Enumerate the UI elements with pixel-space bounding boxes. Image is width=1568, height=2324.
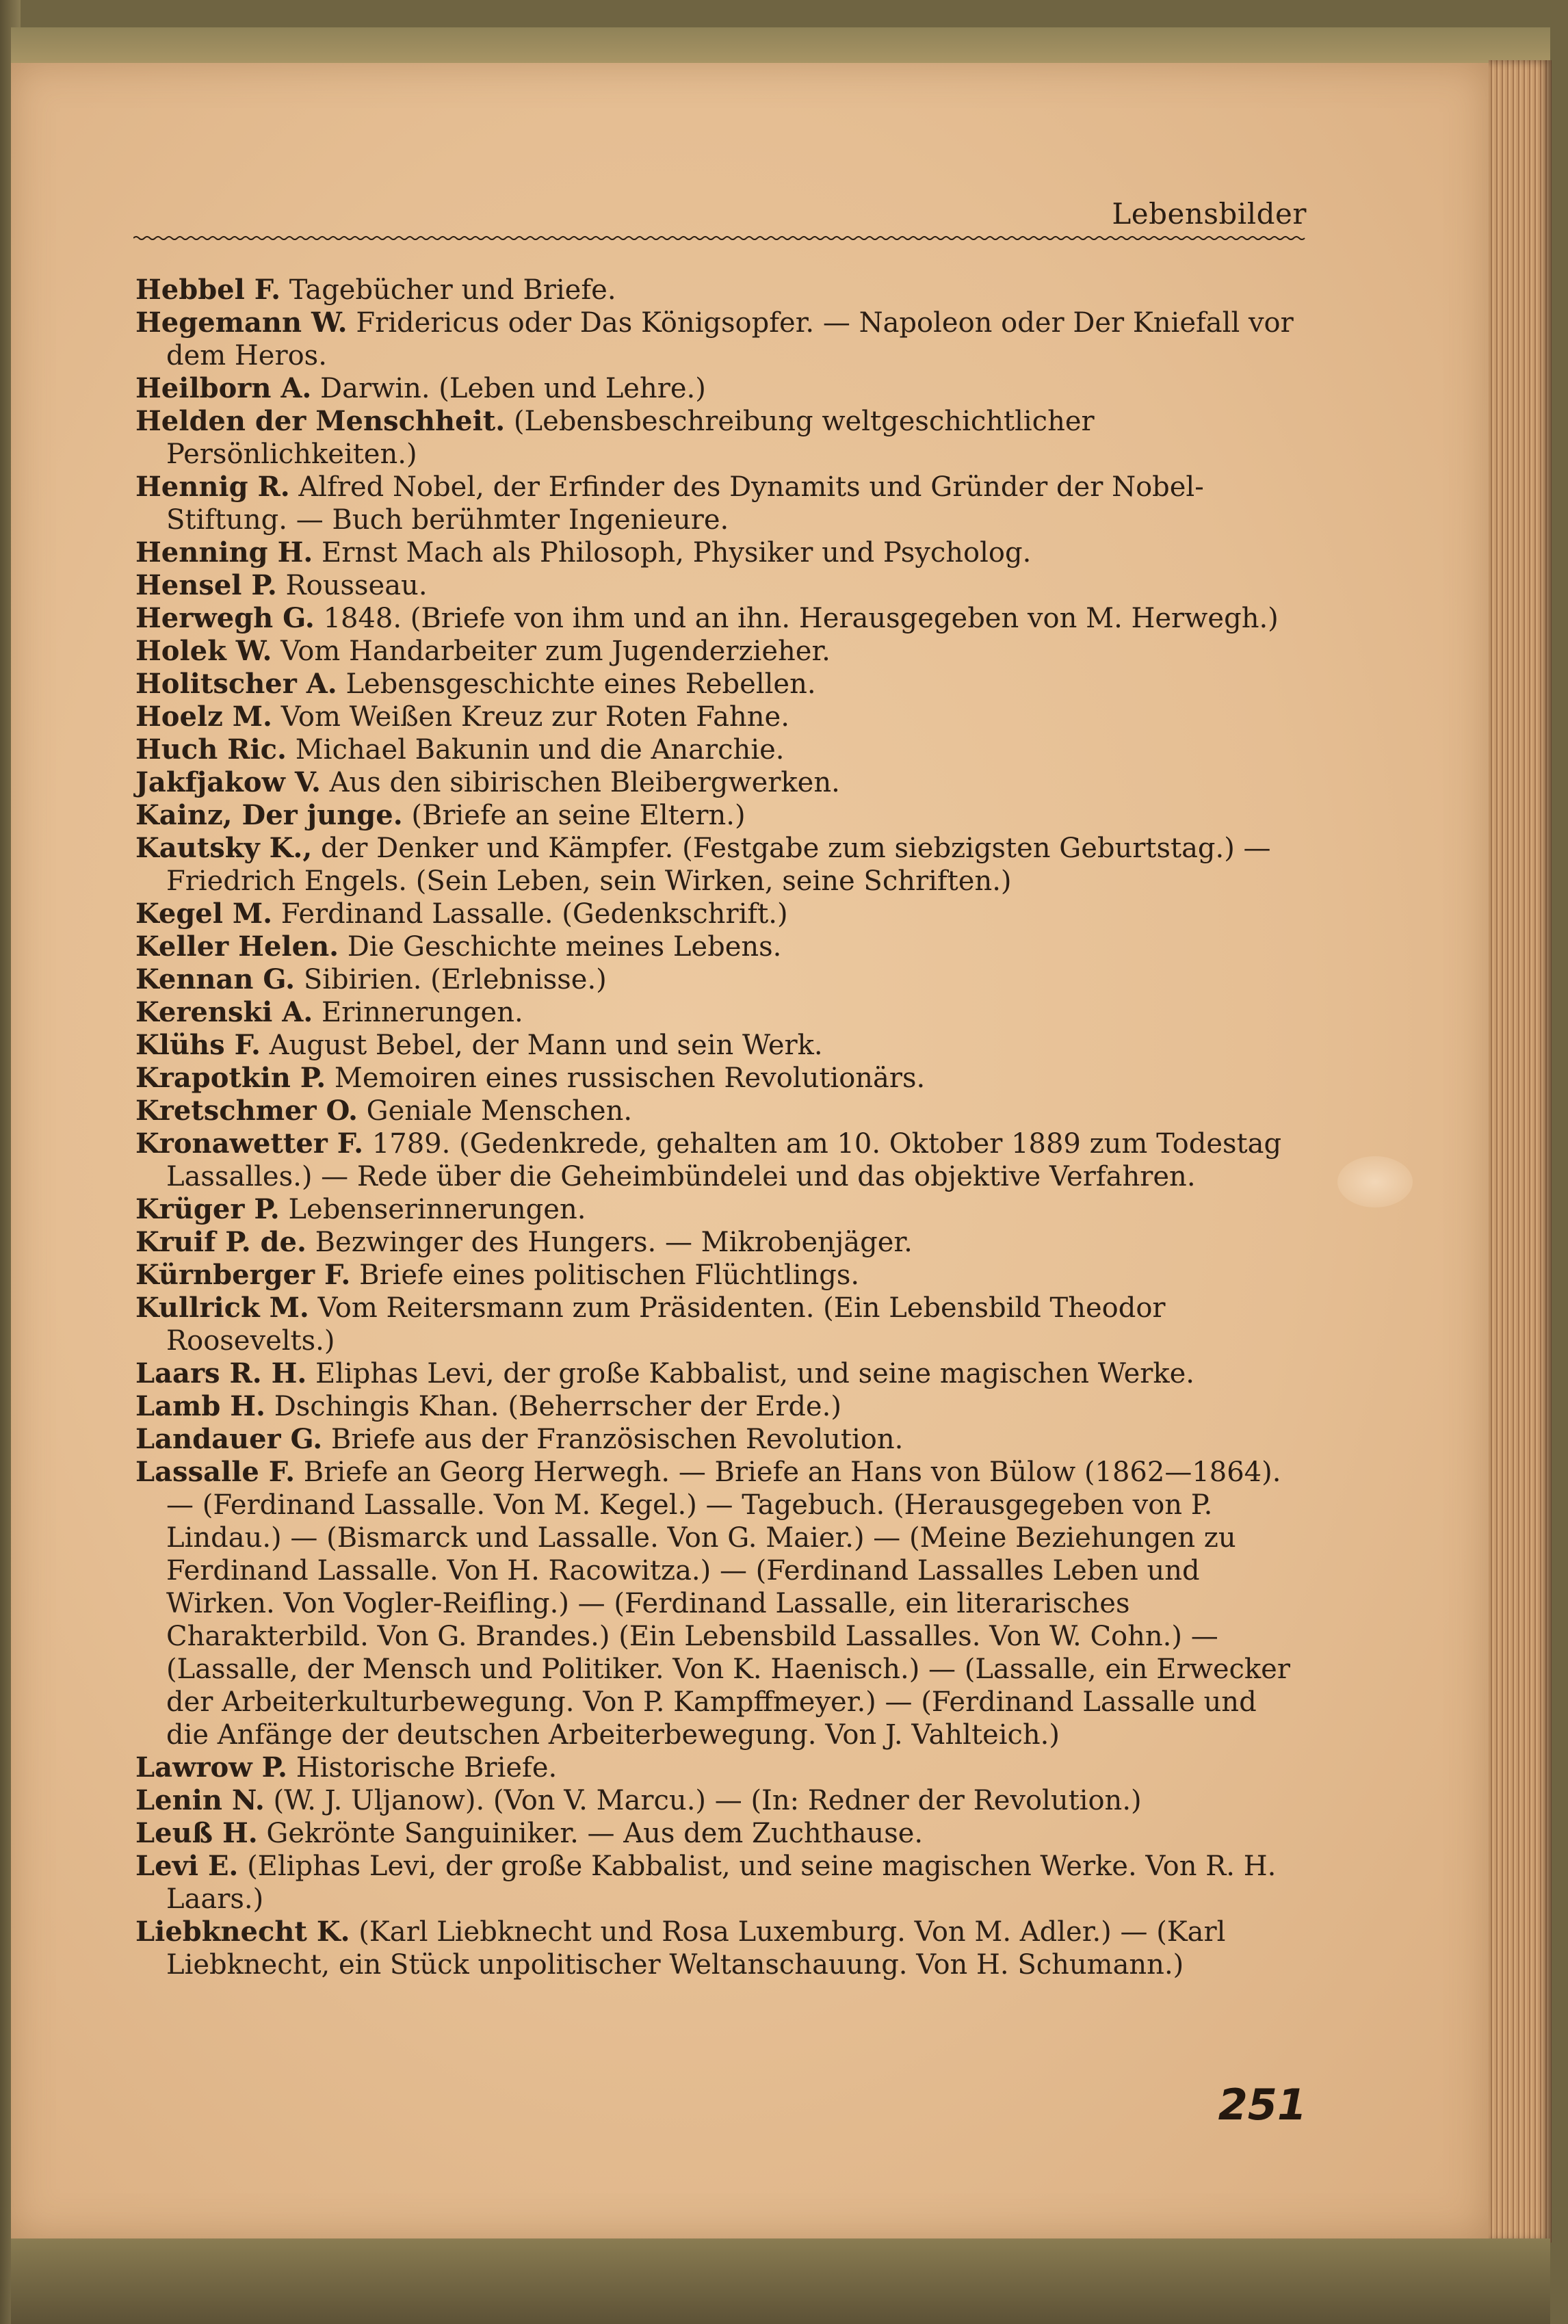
entry-author: Laars R. H.: [135, 1357, 307, 1389]
bibliography-entry: [135, 766, 1305, 799]
entry-titles: Lebensgeschichte eines Rebellen.: [345, 668, 816, 700]
entry-titles: Vom Reitersmann zum Präsidenten. (Ein Lebensbild Theodor Roosevelts.): [166, 1292, 1166, 1357]
entry-titles: Aus den sibirischen Bleibergwerken.: [329, 767, 840, 798]
entry-author: Holek W.: [135, 635, 272, 667]
bibliography-list: [135, 274, 1305, 1981]
entry-author: Kretschmer O.: [135, 1095, 358, 1127]
entry-author: Hebbel F.: [135, 274, 281, 306]
entry-titles: Fridericus oder Das Königsopfer. — Napoleon oder Der Kniefall vor dem Heros.: [166, 307, 1294, 371]
bibliography-entry: [135, 898, 1305, 930]
entry-titles: Ernst Mach als Philosoph, Physiker und Psycholog.: [322, 537, 1032, 569]
bibliography-entry: [135, 1193, 1305, 1226]
entry-author: Keller Helen.: [135, 930, 339, 963]
entry-titles: Sibirien. (Erlebnisse.): [303, 964, 607, 995]
bibliography-entry: [135, 1390, 1305, 1423]
bibliography-entry: [135, 996, 1305, 1029]
header-rule: [133, 235, 1307, 241]
bibliography-entry: [135, 1127, 1305, 1193]
entry-author: Helden der Menschheit.: [135, 405, 506, 437]
entry-author: Kennan G.: [135, 963, 296, 995]
entry-titles: Briefe eines politischen Flüchtlings.: [359, 1259, 860, 1291]
bibliography-entry: [135, 1029, 1305, 1062]
bibliography-entry: [135, 635, 1305, 668]
entry-author: Hennig R.: [135, 471, 290, 503]
bibliography-entry: [135, 569, 1305, 602]
bibliography-entry: [135, 733, 1305, 766]
entry-author: Krüger P.: [135, 1193, 280, 1225]
entry-titles: 1789. (Gedenkrede, gehalten am 10. Oktober 1889 zum Todestag Lassalles.) — Rede über die Geheimbündelei und das objektive Verfahren.: [166, 1128, 1282, 1192]
entry-author: Hensel P.: [135, 569, 277, 601]
entry-titles: Lebenserinnerungen.: [288, 1194, 586, 1225]
entry-titles: Dschingis Khan. (Beherrscher der Erde.): [274, 1391, 841, 1422]
entry-titles: Eliphas Levi, der große Kabbalist, und seine magischen Werke.: [315, 1358, 1195, 1389]
entry-titles: Darwin. (Leben und Lehre.): [320, 373, 706, 404]
entry-author: Kullrick M.: [135, 1292, 309, 1324]
book-binding-bottom: [11, 2238, 1550, 2324]
entry-titles: Die Geschichte meines Lebens.: [347, 931, 782, 963]
entry-author: Leuß H.: [135, 1817, 258, 1849]
bibliography-entry: [135, 963, 1305, 996]
entry-titles: Erinnerungen.: [321, 997, 523, 1028]
entry-author: Lenin N.: [135, 1784, 265, 1816]
bibliography-entry: [135, 471, 1305, 536]
bibliography-entry: [135, 1850, 1305, 1916]
entry-titles: (Eliphas Levi, der große Kabbalist, und seine magischen Werke. Von R. H. Laars.): [166, 1851, 1277, 1915]
page-edges: [1489, 60, 1552, 2243]
bibliography-entry: [135, 668, 1305, 701]
bibliography-entry: [135, 1456, 1305, 1751]
entry-titles: Geniale Menschen.: [366, 1095, 633, 1127]
bibliography-entry: [135, 306, 1305, 372]
bibliography-entry: [135, 536, 1305, 569]
entry-author: Lamb H.: [135, 1390, 265, 1422]
entry-titles: Rousseau.: [285, 570, 428, 601]
bibliography-entry: [135, 1259, 1305, 1292]
entry-author: Kegel M.: [135, 898, 273, 930]
bibliography-entry: [135, 1423, 1305, 1456]
entry-author: Hoelz M.: [135, 701, 272, 733]
entry-author: Krapotkin P.: [135, 1062, 326, 1094]
bibliography-entry: [135, 1751, 1305, 1784]
entry-author: Landauer G.: [135, 1423, 323, 1455]
bibliography-entry: [135, 930, 1305, 963]
entry-titles: Historische Briefe.: [296, 1752, 558, 1784]
bibliography-entry: [135, 1357, 1305, 1390]
bibliography-entry: [135, 372, 1305, 405]
entry-author: Herwegh G.: [135, 602, 315, 634]
entry-author: Heilborn A.: [135, 372, 312, 404]
entry-author: Kruif P. de.: [135, 1226, 306, 1258]
running-header: Lebensbilder: [1112, 197, 1307, 231]
entry-author: Holitscher A.: [135, 668, 337, 700]
entry-author: Liebknecht K.: [135, 1916, 350, 1948]
entry-titles: 1848. (Briefe von ihm und an ihn. Herausgegeben von M. Herwegh.): [323, 603, 1279, 634]
entry-titles: (Briefe an seine Eltern.): [411, 800, 746, 831]
entry-author: Lawrow P.: [135, 1751, 287, 1784]
book-binding-top: [11, 27, 1550, 64]
entry-titles: Memoiren eines russischen Revolutionärs.: [334, 1062, 926, 1094]
entry-author: Henning H.: [135, 536, 313, 569]
bibliography-entry: [135, 1784, 1305, 1817]
bibliography-entry: [135, 1292, 1305, 1357]
entry-titles: (Karl Liebknecht und Rosa Luxemburg. Von M. Adler.) — (Karl Liebknecht, ein Stück unpolitischer Weltanschauung. Von H. Schumann.): [166, 1916, 1226, 1981]
entry-author: Lassalle F.: [135, 1456, 296, 1488]
bibliography-entry: [135, 1916, 1305, 1981]
entry-author: Levi E.: [135, 1850, 239, 1882]
bibliography-entry: [135, 832, 1305, 898]
entry-author: Kronawetter F.: [135, 1127, 364, 1160]
bibliography-entry: [135, 602, 1305, 635]
bibliography-entry: [135, 274, 1305, 306]
entry-titles: (Lebensbeschreibung weltgeschichtlicher Persönlichkeiten.): [166, 406, 1095, 470]
entry-author: Kautsky K.,: [135, 832, 313, 864]
entry-titles: Ferdinand Lassalle. (Gedenkschrift.): [280, 898, 788, 930]
entry-author: Kainz, Der junge.: [135, 799, 403, 831]
entry-author: Jakfjakow V.: [135, 766, 321, 798]
entry-titles: Michael Bakunin und die Anarchie.: [295, 734, 785, 766]
entry-titles: Alfred Nobel, der Erfinder des Dynamits und Gründer der Nobel-Stiftung. — Buch berühmter Ingenieure.: [166, 471, 1204, 536]
entry-titles: Vom Handarbeiter zum Jugenderzieher.: [280, 636, 831, 667]
entry-author: Kerenski A.: [135, 996, 313, 1028]
entry-titles: (W. J. Uljanow). (Von V. Marcu.) — (In: Redner der Revolution.): [273, 1785, 1142, 1816]
bibliography-entry: [135, 799, 1305, 832]
entry-titles: der Denker und Kämpfer. (Festgabe zum siebzigsten Geburtstag.) — Friedrich Engels. (Sein Leben, sein Wirken, seine Schriften.): [166, 833, 1271, 897]
entry-titles: Briefe aus der Französischen Revolution.: [330, 1424, 904, 1455]
entry-titles: Bezwinger des Hungers. — Mikrobenjäger.: [315, 1227, 913, 1258]
paper-stain: [1337, 1156, 1413, 1207]
entry-author: Kürnberger F.: [135, 1259, 351, 1291]
bibliography-entry: [135, 405, 1305, 471]
bibliography-entry: [135, 1817, 1305, 1850]
entry-author: Huch Ric.: [135, 733, 287, 766]
bibliography-entry: [135, 1062, 1305, 1095]
entry-titles: Gekrönte Sanguiniker. — Aus dem Zuchthause.: [266, 1818, 924, 1849]
entry-author: Klühs F.: [135, 1029, 261, 1061]
bibliography-entry: [135, 1226, 1305, 1259]
entry-titles: August Bebel, der Mann und sein Werk.: [269, 1030, 823, 1061]
entry-titles: Tagebücher und Briefe.: [289, 274, 616, 306]
bibliography-entry: [135, 1095, 1305, 1127]
page-number: 251: [1218, 2080, 1307, 2130]
entry-titles: Vom Weißen Kreuz zur Roten Fahne.: [280, 701, 789, 733]
entry-author: Hegemann W.: [135, 306, 348, 339]
bibliography-entry: [135, 701, 1305, 733]
entry-titles: Briefe an Georg Herwegh. — Briefe an Hans von Bülow (1862—1864). — (Ferdinand Lassalle. Von M. Kegel.) — Tagebuch. (Herausgegeben von P. Lindau.) — (Bismarck und Lassalle. Von G. Maier.) — (Meine Beziehungen zu Ferdinand Lassalle. Von H. Racowitza.) — (Ferdinand Lassalles Leben und Wirken. Von Vogler-Reifling.) — (Ferdinand Lassalle, ein literarisches Charakterbild. Von G. Brandes.) (Ein Lebensbild Lassalles. Von W. Cohn.) — (Lassalle, der Mensch und Politiker. Von K. Haenisch.) — (Lassalle, ein Erwecker der Arbeiterkulturbewegung. Von P. Kampffmeyer.) — (Ferdinand Lassalle und die Anfänge der deutschen Arbeiterbewegung. Von J. Vahlteich.): [166, 1457, 1290, 1751]
